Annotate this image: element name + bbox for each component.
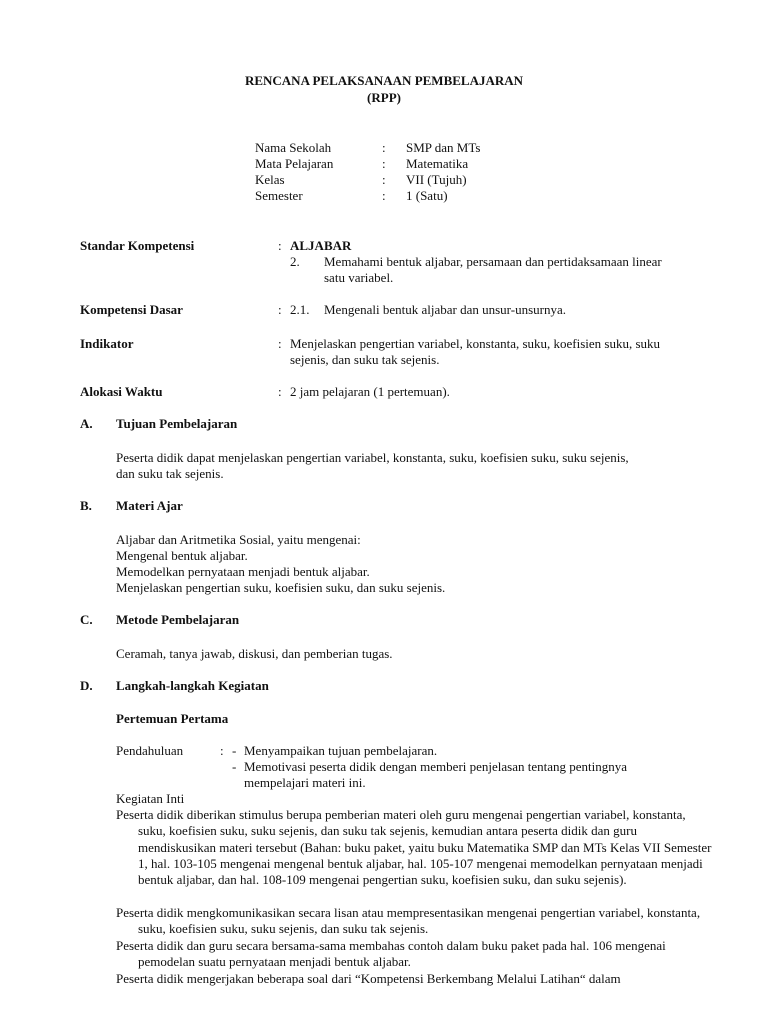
kompetensi-dasar-text: Mengenali bentuk aljabar dan unsur-unsurnya. xyxy=(324,302,566,317)
identity-separator: : xyxy=(382,140,386,155)
identity-value: 1 (Satu) xyxy=(406,188,448,203)
document-subtitle: (RPP) xyxy=(367,90,401,105)
section-c-title: Metode Pembelajaran xyxy=(116,612,240,627)
identity-value: SMP dan MTs xyxy=(406,140,481,155)
pendahuluan-bullet: Menyampaikan tujuan pembelajaran. xyxy=(244,743,438,758)
indikator-label: Indikator xyxy=(80,336,134,351)
bullet-dash: - xyxy=(232,743,237,758)
section-b-title: Materi Ajar xyxy=(116,498,183,513)
document-title: RENCANA PELAKSANAAN PEMBELAJARAN xyxy=(244,73,524,88)
indikator-text: sejenis, dan suku tak sejenis. xyxy=(290,352,440,367)
section-b-line: Aljabar dan Aritmetika Sosial, yaitu mengenai: xyxy=(116,532,361,547)
standar-kompetensi-separator: : xyxy=(278,238,282,253)
pendahuluan-bullet: mempelajari materi ini. xyxy=(244,775,366,790)
standar-kompetensi-label: Standar Kompetensi xyxy=(80,238,195,253)
alokasi-waktu-separator: : xyxy=(278,384,282,399)
identity-label: Nama Sekolah xyxy=(255,140,332,155)
section-a-text: dan suku tak sejenis. xyxy=(116,466,224,481)
pendahuluan-separator: : xyxy=(220,743,224,758)
section-b-letter: B. xyxy=(80,498,92,513)
kegiatan-inti-paragraph: Peserta didik mengerjakan beberapa soal dari “Kompetensi Berkembang Melalui Latihan“ dalam xyxy=(116,971,621,986)
standar-kompetensi-heading: ALJABAR xyxy=(290,238,352,253)
kompetensi-dasar-number: 2.1. xyxy=(290,302,310,317)
identity-label: Semester xyxy=(255,188,303,203)
standar-kompetensi-text: satu variabel. xyxy=(324,270,394,285)
section-a-text: Peserta didik dapat menjelaskan pengertian variabel, konstanta, suku, koefisien suku, suku sejenis, xyxy=(116,450,629,465)
identity-value: VII (Tujuh) xyxy=(406,172,467,187)
pendahuluan-label: Pendahuluan xyxy=(116,743,184,758)
indikator-separator: : xyxy=(278,336,282,351)
kegiatan-inti-paragraph: Peserta didik diberikan stimulus berupa pemberian materi oleh guru mengenai pengertian variabel, konstanta, suku, koefisien suku, suku sejenis, dan suku tak sejenis, kemudian antara peserta didik dan guru mendiskusikan materi tersebut (Bahan: buku paket, yaitu buku Matematika SMP dan MTs Kelas VII Semester 1, hal. 103-105 mengenai mengenal bentuk aljabar, hal. 105-107 mengenai memodelkan pernyataan menjadi bentuk aljabar, dan hal. 108-109 mengenai pengertian suku, koefisien suku, dan suku sejenis). xyxy=(116,807,712,888)
section-b-line: Memodelkan pernyataan menjadi bentuk aljabar. xyxy=(116,564,370,579)
section-b-line: Mengenal bentuk aljabar. xyxy=(116,548,248,563)
kompetensi-dasar-separator: : xyxy=(278,302,282,317)
section-a-letter: A. xyxy=(80,416,93,431)
section-d-title: Langkah-langkah Kegiatan xyxy=(116,678,269,693)
section-d-subtitle: Pertemuan Pertama xyxy=(116,711,229,726)
standar-kompetensi-number: 2. xyxy=(290,254,300,269)
standar-kompetensi-text: Memahami bentuk aljabar, persamaan dan pertidaksamaan linear xyxy=(324,254,662,269)
section-a-title: Tujuan Pembelajaran xyxy=(116,416,238,431)
identity-separator: : xyxy=(382,188,386,203)
identity-separator: : xyxy=(382,156,386,171)
section-c-text: Ceramah, tanya jawab, diskusi, dan pemberian tugas. xyxy=(116,646,393,661)
section-c-letter: C. xyxy=(80,612,93,627)
section-b-line: Menjelaskan pengertian suku, koefisien suku, dan suku sejenis. xyxy=(116,580,446,595)
kegiatan-inti-paragraph: Peserta didik mengkomunikasikan secara lisan atau mempresentasikan mengenai pengertian variabel, konstanta, suku, koefisien suku, suku sejenis, dan suku tak sejenis. xyxy=(116,905,701,937)
pendahuluan-bullet: Memotivasi peserta didik dengan memberi penjelasan tentang pentingnya xyxy=(244,759,628,774)
kegiatan-inti-label: Kegiatan Inti xyxy=(116,791,185,806)
kegiatan-inti-paragraph: Peserta didik dan guru secara bersama-sama membahas contoh dalam buku paket pada hal. 106 mengenai pemodelan suatu pernyataan menjadi bentuk aljabar. xyxy=(116,938,666,970)
bullet-dash: - xyxy=(232,759,237,774)
identity-value: Matematika xyxy=(406,156,469,171)
identity-separator: : xyxy=(382,172,386,187)
identity-label: Kelas xyxy=(255,172,285,187)
identity-label: Mata Pelajaran xyxy=(255,156,334,171)
indikator-text: Menjelaskan pengertian variabel, konstanta, suku, koefisien suku, suku xyxy=(290,336,661,351)
kompetensi-dasar-label: Kompetensi Dasar xyxy=(80,302,183,317)
alokasi-waktu-text: 2 jam pelajaran (1 pertemuan). xyxy=(290,384,450,399)
alokasi-waktu-label: Alokasi Waktu xyxy=(80,384,163,399)
section-d-letter: D. xyxy=(80,678,93,693)
